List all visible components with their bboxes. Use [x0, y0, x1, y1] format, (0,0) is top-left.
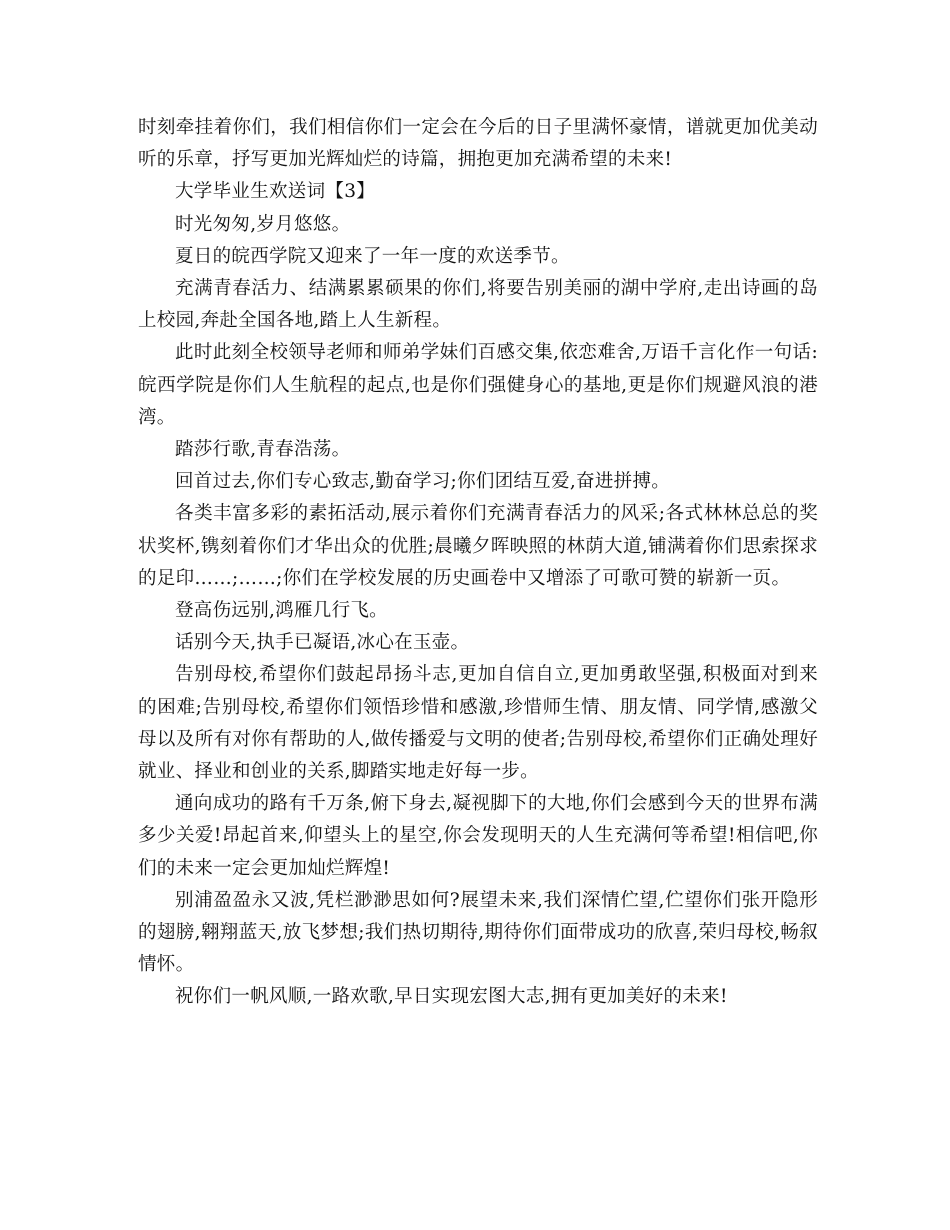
paragraph-15: 祝你们一帆风顺,一路欢歌,早日实现宏图大志,拥有更加美好的未来!	[175, 986, 728, 1008]
paragraph-1: 时刻牵挂着你们，我们相信你们一定会在今后的日子里满怀豪情，谱就更加优美动听的乐章，抒写更加光辉灿烂的诗篇，拥抱更加充满希望的未来!	[138, 117, 818, 171]
paragraph-10: 登高伤远别,鸿雁几行飞。	[175, 600, 388, 622]
paragraph-9: 各类丰富多彩的素拓活动,展示着你们充满青春活力的风采;各式林林总总的奖状奖杯,镌刻着你们才华出众的优胜;晨曦夕晖映照的林荫大道,铺满着你们思索探求的足印……;……;你们在学校发展的历史画卷中又增添了可歌可赞的崭新一页。	[138, 503, 818, 589]
paragraph-11: 话别今天,执手已凝语,冰心在玉壶。	[175, 632, 470, 654]
paragraph-6: 此时此刻全校领导老师和师弟学妹们百感交集,依恋难舍,万语千言化作一句话:皖西学院是你们人生航程的起点,也是你们强健身心的基地,更是你们规避风浪的港湾。	[138, 342, 818, 428]
paragraph-3: 时光匆匆,岁月悠悠。	[175, 213, 351, 235]
paragraph-14: 别浦盈盈永又波,凭栏渺渺思如何?展望未来,我们深情伫望,伫望你们张开隐形的翅膀,翱翔蓝天,放飞梦想;我们热切期待,期待你们面带成功的欣喜,荣归母校,畅叙情怀。	[138, 889, 818, 976]
paragraph-8: 回首过去,你们专心致志,勤奋学习;你们团结互爱,奋进拼搏。	[175, 471, 671, 493]
paragraph-13: 通向成功的路有千万条,俯下身去,凝视脚下的大地,你们会感到今天的世界布满多少关爱!昂起首来,仰望头上的星空,你会发现明天的人生充满何等希望!相信吧,你们的未来一定会更加灿烂辉煌!	[138, 793, 818, 879]
paragraph-7: 踏莎行歌,青春浩荡。	[175, 439, 351, 461]
paragraph-12: 告别母校,希望你们鼓起昂扬斗志,更加自信自立,更加勇敢坚强,积极面对到来的困难;告别母校,希望你们领悟珍惜和感激,珍惜师生情、朋友情、同学情,感激父母以及所有对你有帮助的人,做传播爱与文明的使者;告别母校,希望你们正确处理好就业、择业和创业的关系,脚踏实地走好每一步。	[138, 664, 818, 783]
section-heading: 大学毕业生欢送词【3】	[175, 181, 376, 203]
paragraph-5: 充满青春活力、结满累累硕果的你们,将要告别美丽的湖中学府,走出诗画的岛上校园,奔赴全国各地,踏上人生新程。	[138, 278, 818, 332]
paragraph-4: 夏日的皖西学院又迎来了一年一度的欢送季节。	[175, 245, 570, 267]
document-body	[138, 112, 818, 1014]
